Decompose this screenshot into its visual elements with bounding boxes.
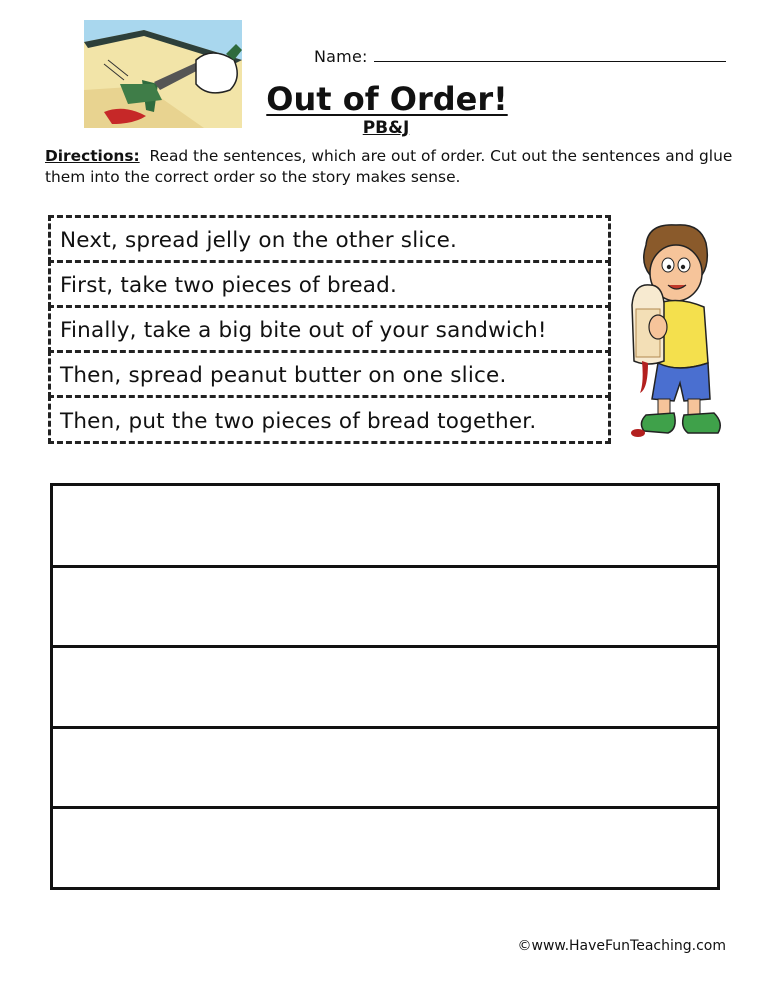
name-underline	[374, 46, 726, 62]
sentence-strips	[48, 215, 614, 444]
answer-row-divider	[53, 565, 717, 568]
answer-row-divider	[53, 806, 717, 809]
name-label: Name:	[314, 47, 368, 66]
page-title: Out of Order!	[266, 80, 508, 118]
copyright-footer: ©www.HaveFunTeaching.com	[517, 938, 726, 954]
sentence-strip[interactable]	[48, 395, 611, 444]
boy-eating-sandwich-icon	[628, 223, 726, 439]
sentence-strip[interactable]	[48, 260, 611, 308]
sentence-strip[interactable]	[48, 350, 611, 398]
name-field[interactable]	[314, 46, 726, 66]
sentence-text: First, take two pieces of bread.	[60, 273, 398, 298]
answer-row-divider	[53, 645, 717, 648]
sentence-text: Then, spread peanut butter on one slice.	[60, 363, 507, 388]
answer-grid	[50, 483, 720, 890]
sentence-text: Next, spread jelly on the other slice.	[60, 228, 458, 253]
directions-label: Directions:	[45, 147, 140, 165]
sentence-strip[interactable]	[48, 305, 611, 353]
page-subtitle: PB&J	[362, 118, 410, 138]
directions	[45, 146, 735, 188]
sentence-strip[interactable]	[48, 215, 611, 263]
sentence-text: Then, put the two pieces of bread together.	[60, 409, 537, 434]
directions-text: Read the sentences, which are out of order. Cut out the sentences and glue them into the correct order so the story makes sense.	[45, 147, 733, 186]
sentence-text: Finally, take a big bite out of your sandwich!	[60, 318, 547, 343]
answer-row-divider	[53, 726, 717, 729]
